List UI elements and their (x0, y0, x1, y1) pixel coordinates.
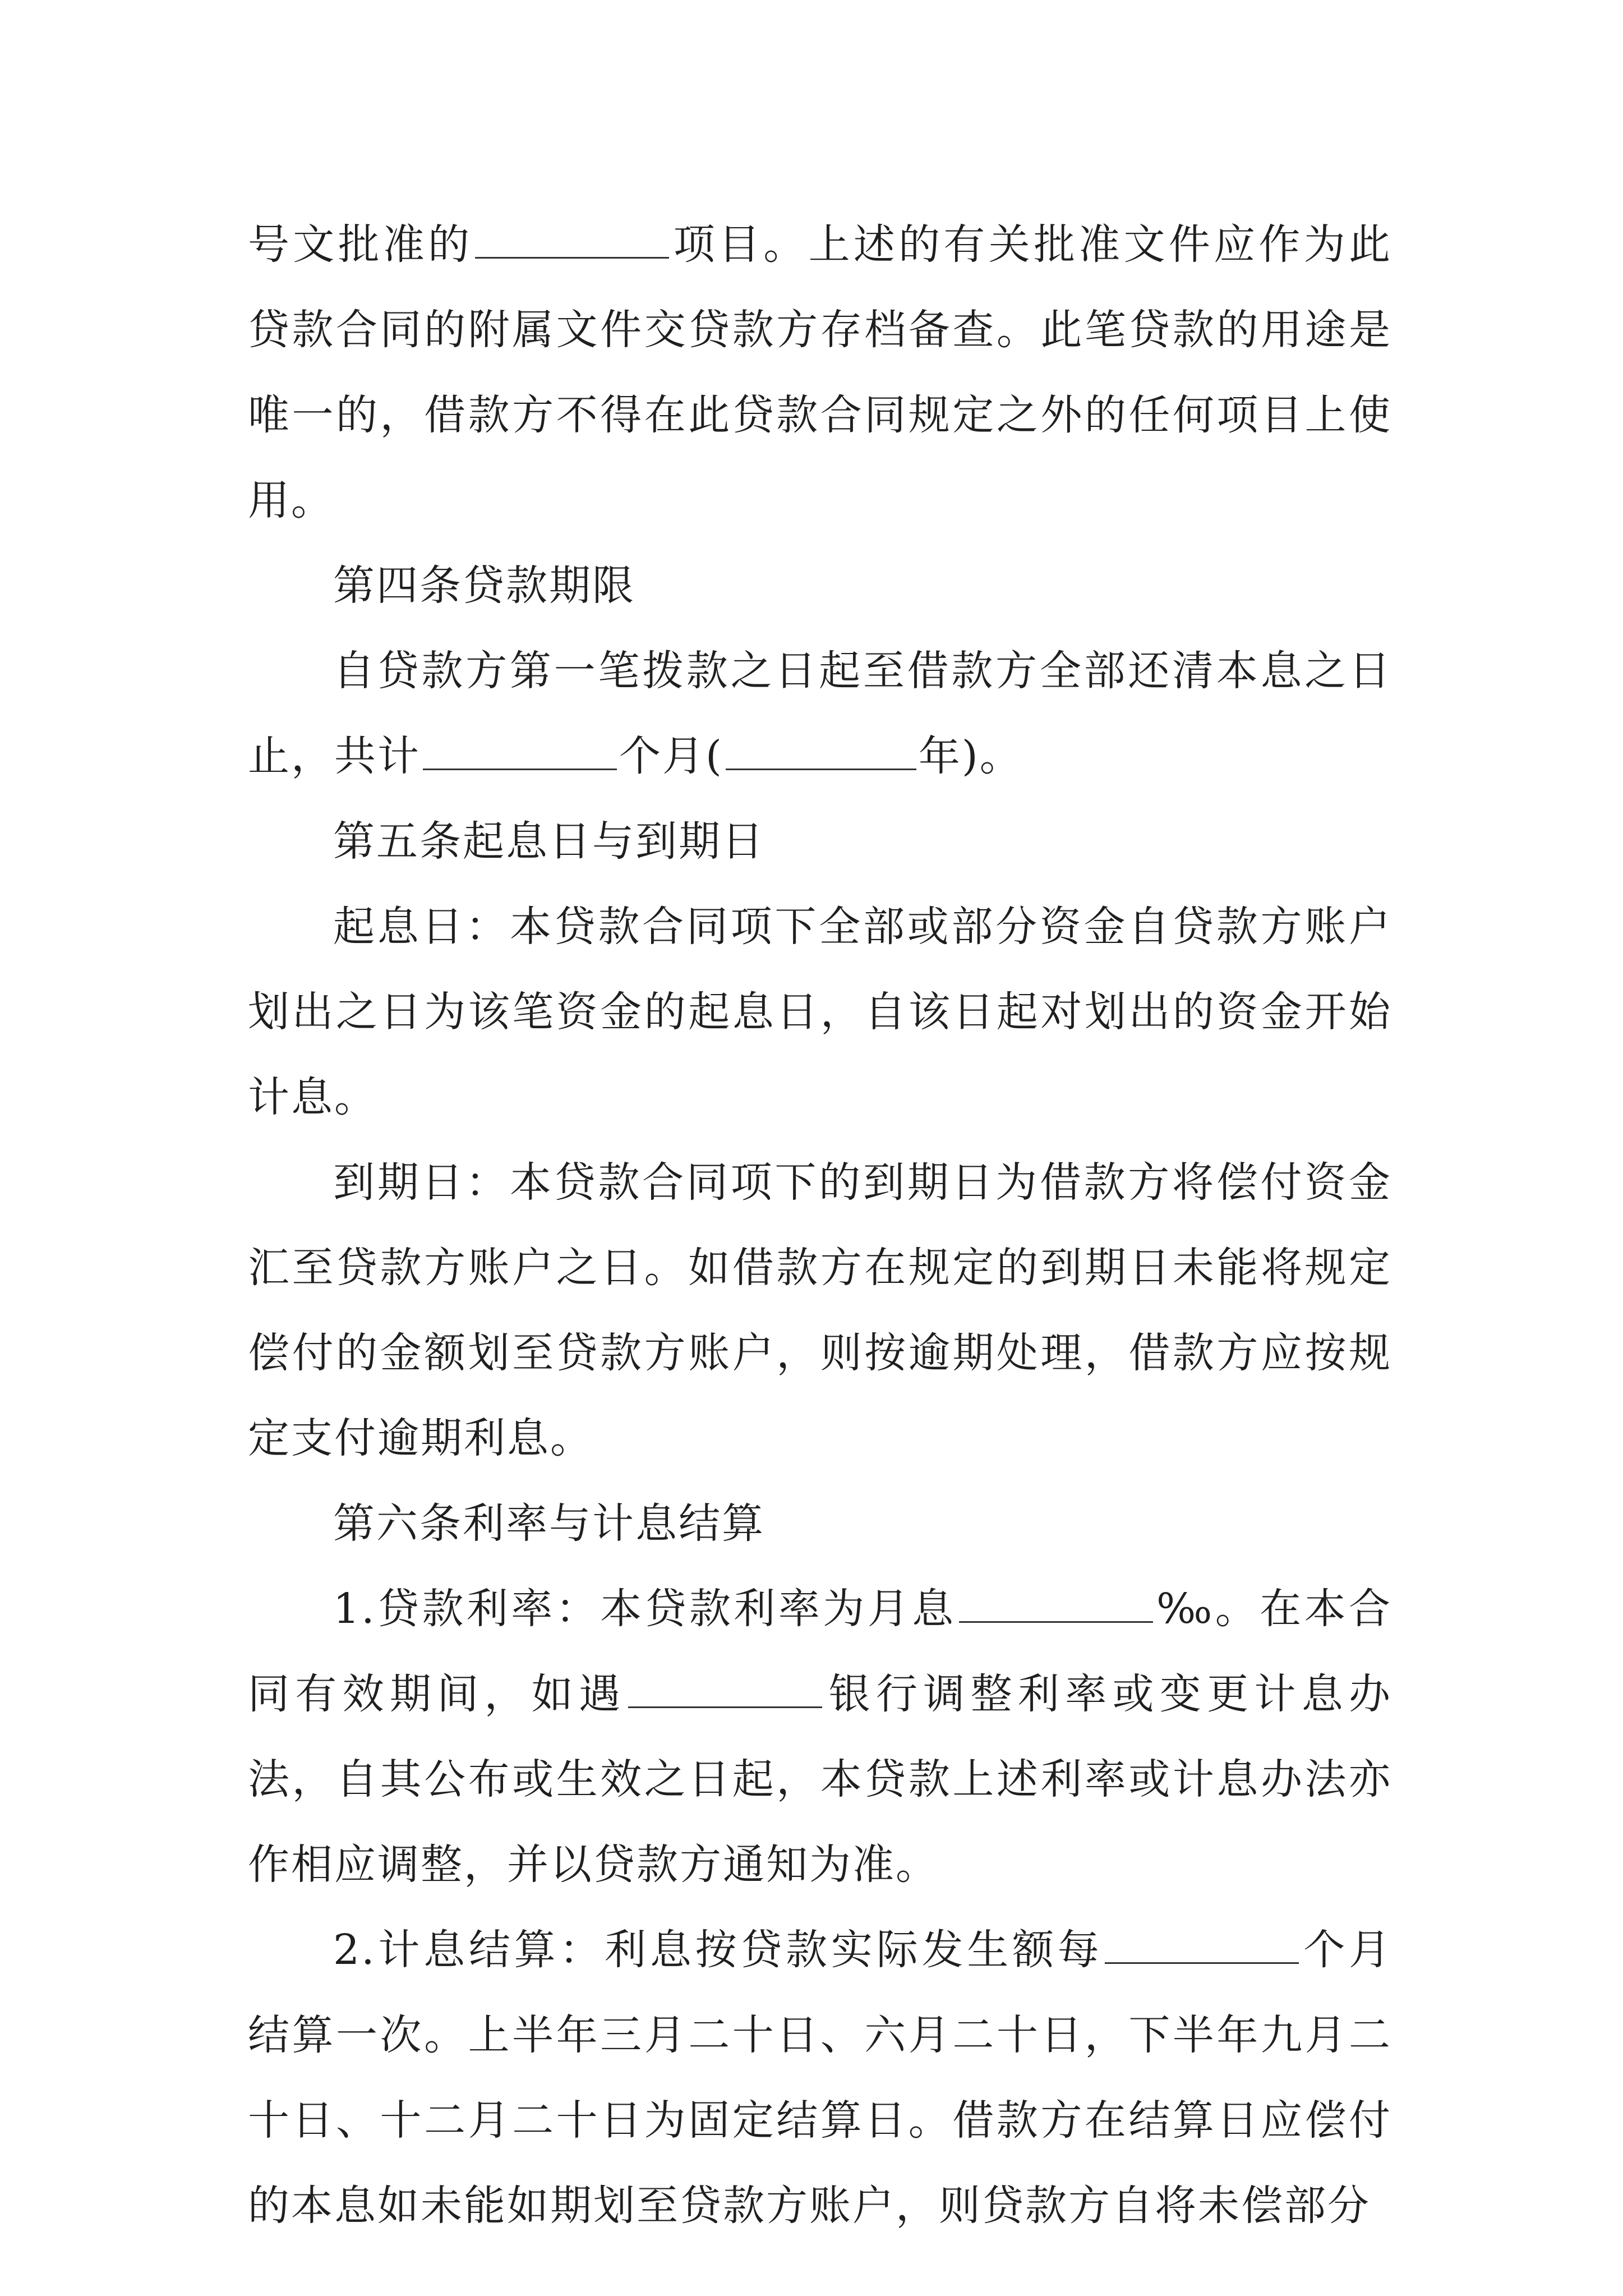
text: 2.计息结算：利息按贷款实际发生额每 (333, 1926, 1103, 1974)
paragraph-loan-term (248, 628, 1392, 799)
paragraph-approval (248, 202, 1392, 543)
fill-blank (726, 735, 916, 770)
fill-blank (959, 1588, 1153, 1623)
text: 自贷款方第一笔拨款之日起至借款方全部还清本息之日止，共计 (248, 647, 1392, 780)
fill-blank (423, 735, 617, 770)
text: 年)。 (918, 732, 1023, 780)
text: 个月结算一次。上半年三月二十日、六月二十日，下半年九月二十日、十二月二十日为固定结算日。借款方在结算日应偿付的本息如未能如期划至贷款方账户，则贷款方自将未偿部分 (248, 1926, 1392, 2230)
fill-blank (628, 1673, 822, 1708)
text: ‰。在本合同有效期间，如遇 (248, 1585, 1393, 1718)
paragraph-interest-rate (248, 1566, 1392, 1907)
document-body (248, 202, 1392, 2248)
paragraph-interest-settlement (248, 1907, 1392, 2248)
text: 号文批准的 (248, 220, 473, 269)
text: 1.贷款利率：本贷款利率为月息 (333, 1585, 957, 1633)
paragraph-maturity-date: 到期日：本贷款合同项下的到期日为借款方将偿付资金汇至贷款方账户之日。如借款方在规定的到期日未能将规定偿付的金额划至贷款方账户，则按逾期处理，借款方应按规定支付逾期利息。 (248, 1158, 1392, 1462)
fill-blank (475, 223, 669, 259)
text: 个月( (619, 732, 723, 780)
article-5-heading: 第五条起息日与到期日 (333, 817, 765, 866)
paragraph-value-date: 起息日：本贷款合同项下全部或部分资金自贷款方账户划出之日为该笔资金的起息日，自该日起对划出的资金开始计息。 (248, 903, 1392, 1121)
text: 项目。上述的有关批准文件应作为此贷款合同的附属文件交贷款方存档备查。此笔贷款的用途是唯一的，借款方不得在此贷款合同规定之外的任何项目上使用。 (248, 220, 1393, 524)
text: 银行调整利率或变更计息办法，自其公布或生效之日起，本贷款上述利率或计息办法亦作相应调整，并以贷款方通知为准。 (248, 1670, 1393, 1889)
fill-blank (1105, 1929, 1299, 1964)
article-6-heading: 第六条利率与计息结算 (333, 1499, 765, 1548)
article-4-heading: 第四条贷款期限 (333, 562, 635, 610)
